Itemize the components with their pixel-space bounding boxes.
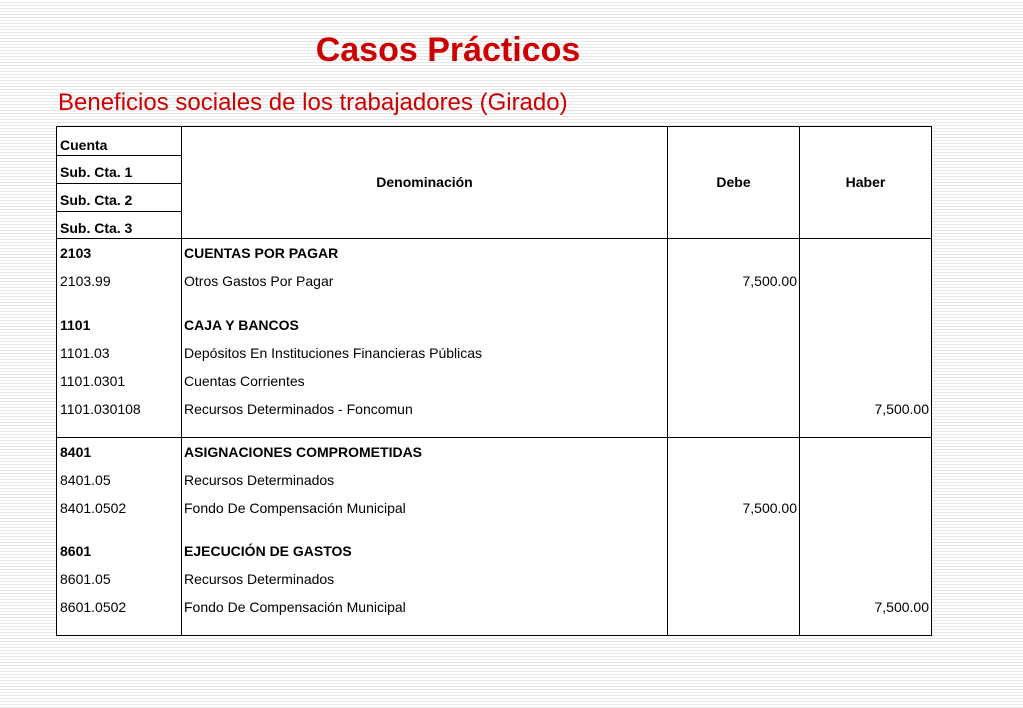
row-denominacion: Otros Gastos Por Pagar: [184, 273, 334, 289]
row-cuenta: 2103.99: [60, 273, 111, 289]
row-haber: 7,500.00: [874, 599, 929, 615]
row-denominacion: CUENTAS POR PAGAR: [184, 245, 339, 261]
row-denominacion: Cuentas Corrientes: [184, 373, 305, 389]
row-cuenta: 8601: [60, 543, 92, 559]
row-divider-sub-cta-2: [57, 183, 181, 184]
row-cuenta: 1101.03: [60, 345, 110, 361]
header-cuenta: Cuenta: [60, 137, 108, 153]
header-haber: Haber: [845, 174, 886, 190]
row-denominacion: Recursos Determinados - Foncomun: [184, 401, 413, 417]
row-denominacion: Depósitos En Instituciones Financieras Públicas: [184, 345, 483, 361]
row-cuenta: 8401.05: [60, 472, 111, 488]
row-cuenta: 1101.030108: [60, 401, 141, 417]
column-divider-debe: [799, 127, 800, 635]
column-divider-denominacion: [667, 127, 668, 635]
row-denominacion: Recursos Determinados: [184, 472, 335, 488]
row-denominacion: EJECUCIÓN DE GASTOS: [184, 543, 352, 559]
row-cuenta: 1101: [60, 317, 91, 333]
header-sub-cta-3: Sub. Cta. 3: [60, 220, 133, 236]
header-debe: Debe: [716, 174, 751, 190]
row-debe: 7,500.00: [742, 500, 797, 516]
section-divider: [57, 437, 931, 438]
row-cuenta: 1101.0301: [60, 373, 126, 389]
column-divider-cuenta: [181, 127, 182, 635]
accounting-entry-table: [56, 126, 932, 636]
slide-subtitle: Beneficios sociales de los trabajadores (Girado): [58, 89, 568, 116]
row-debe: 7,500.00: [742, 273, 797, 289]
row-cuenta: 8401.0502: [60, 500, 127, 516]
row-denominacion: Fondo De Compensación Municipal: [184, 599, 406, 615]
row-divider-sub-cta-3: [57, 211, 181, 212]
row-haber: 7,500.00: [874, 401, 929, 417]
header-sub-cta-2: Sub. Cta. 2: [60, 192, 133, 208]
row-denominacion: Fondo De Compensación Municipal: [184, 500, 406, 516]
header-sub-cta-1: Sub. Cta. 1: [60, 164, 133, 180]
row-divider-sub-cta-1: [57, 155, 181, 156]
row-cuenta: 8401: [60, 444, 92, 460]
row-denominacion: Recursos Determinados: [184, 571, 335, 587]
row-cuenta: 2103: [60, 245, 92, 261]
slide-title: Casos Prácticos: [315, 31, 581, 69]
header-denominacion: Denominación: [376, 174, 473, 190]
header-bottom-border: [57, 238, 931, 239]
row-denominacion: CAJA Y BANCOS: [184, 317, 299, 333]
row-cuenta: 8601.05: [60, 571, 111, 587]
row-cuenta: 8601.0502: [60, 599, 127, 615]
row-denominacion: ASIGNACIONES COMPROMETIDAS: [184, 444, 423, 460]
